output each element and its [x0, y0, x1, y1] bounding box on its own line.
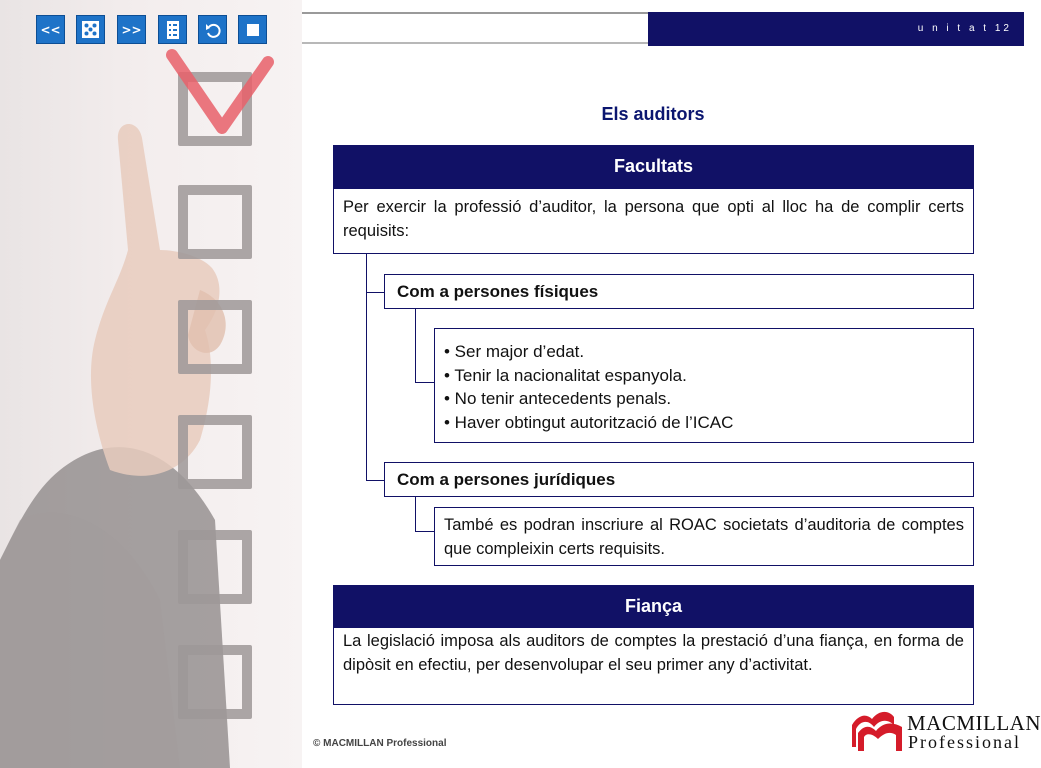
- facultats-intro: Per exercir la professió d’auditor, la persona que opti al lloc ha de complir certs requisits:: [333, 188, 974, 254]
- header-bar: [648, 12, 1024, 46]
- connector-juridiques: [366, 450, 384, 481]
- connector-fisiques-list: [415, 309, 435, 383]
- index-button[interactable]: [158, 15, 187, 44]
- previous-button[interactable]: <<: [36, 15, 65, 44]
- logo-sub: Professional: [908, 732, 1021, 752]
- page-title: Els auditors: [601, 104, 705, 124]
- facultats-heading: Facultats: [333, 145, 974, 188]
- list-item: • Haver obtingut autorització de l’ICAC: [444, 412, 734, 432]
- logo-brand: MACMILLAN: [907, 711, 1041, 735]
- juridiques-heading: Com a persones jurídiques: [384, 462, 974, 497]
- dots-grid-icon: [82, 21, 99, 38]
- list-icon: [167, 21, 179, 39]
- juridiques-text: També es podran inscriure al ROAC societats d’auditoria de comptes que compleixin certs requisits.: [434, 507, 974, 566]
- macmillan-logo-icon: [850, 707, 906, 753]
- header-rule: [302, 12, 648, 44]
- connector-fisiques: [366, 254, 385, 293]
- next-button[interactable]: >>: [117, 15, 146, 44]
- stop-icon: [247, 24, 259, 36]
- checkbox-decor-3: [178, 300, 252, 374]
- fisiques-heading: Com a persones físiques: [384, 274, 974, 309]
- list-item: • Tenir la nacionalitat espanyola.: [444, 365, 687, 385]
- requirements-list: [435, 329, 973, 434]
- home-menu-button[interactable]: [76, 15, 105, 44]
- decorative-hand-checklist-image: [0, 0, 302, 768]
- footer-copyright: © MACMILLAN Professional: [313, 738, 447, 749]
- list-item: • No tenir antecedents penals.: [444, 389, 672, 408]
- macmillan-logo: [850, 705, 1041, 755]
- unit-label: u n i t a t 12: [917, 23, 1012, 34]
- fianca-text: La legislació imposa als auditors de comptes la prestació d’una fiança, en forma de dipòsit en efectiu, per desenvolupar el seu primer any d’activitat.: [333, 627, 974, 705]
- checkbox-decor-4: [178, 415, 252, 489]
- fisiques-requirements-box: [434, 328, 974, 443]
- connector-juridiques-text: [415, 497, 435, 532]
- undo-icon: [204, 21, 222, 39]
- checkbox-decor-6: [178, 645, 252, 719]
- stop-button[interactable]: [238, 15, 267, 44]
- fianca-heading: Fiança: [333, 585, 974, 627]
- return-button[interactable]: [198, 15, 227, 44]
- list-item: • Ser major d’edat.: [444, 342, 585, 361]
- checkbox-decor-5: [178, 530, 252, 604]
